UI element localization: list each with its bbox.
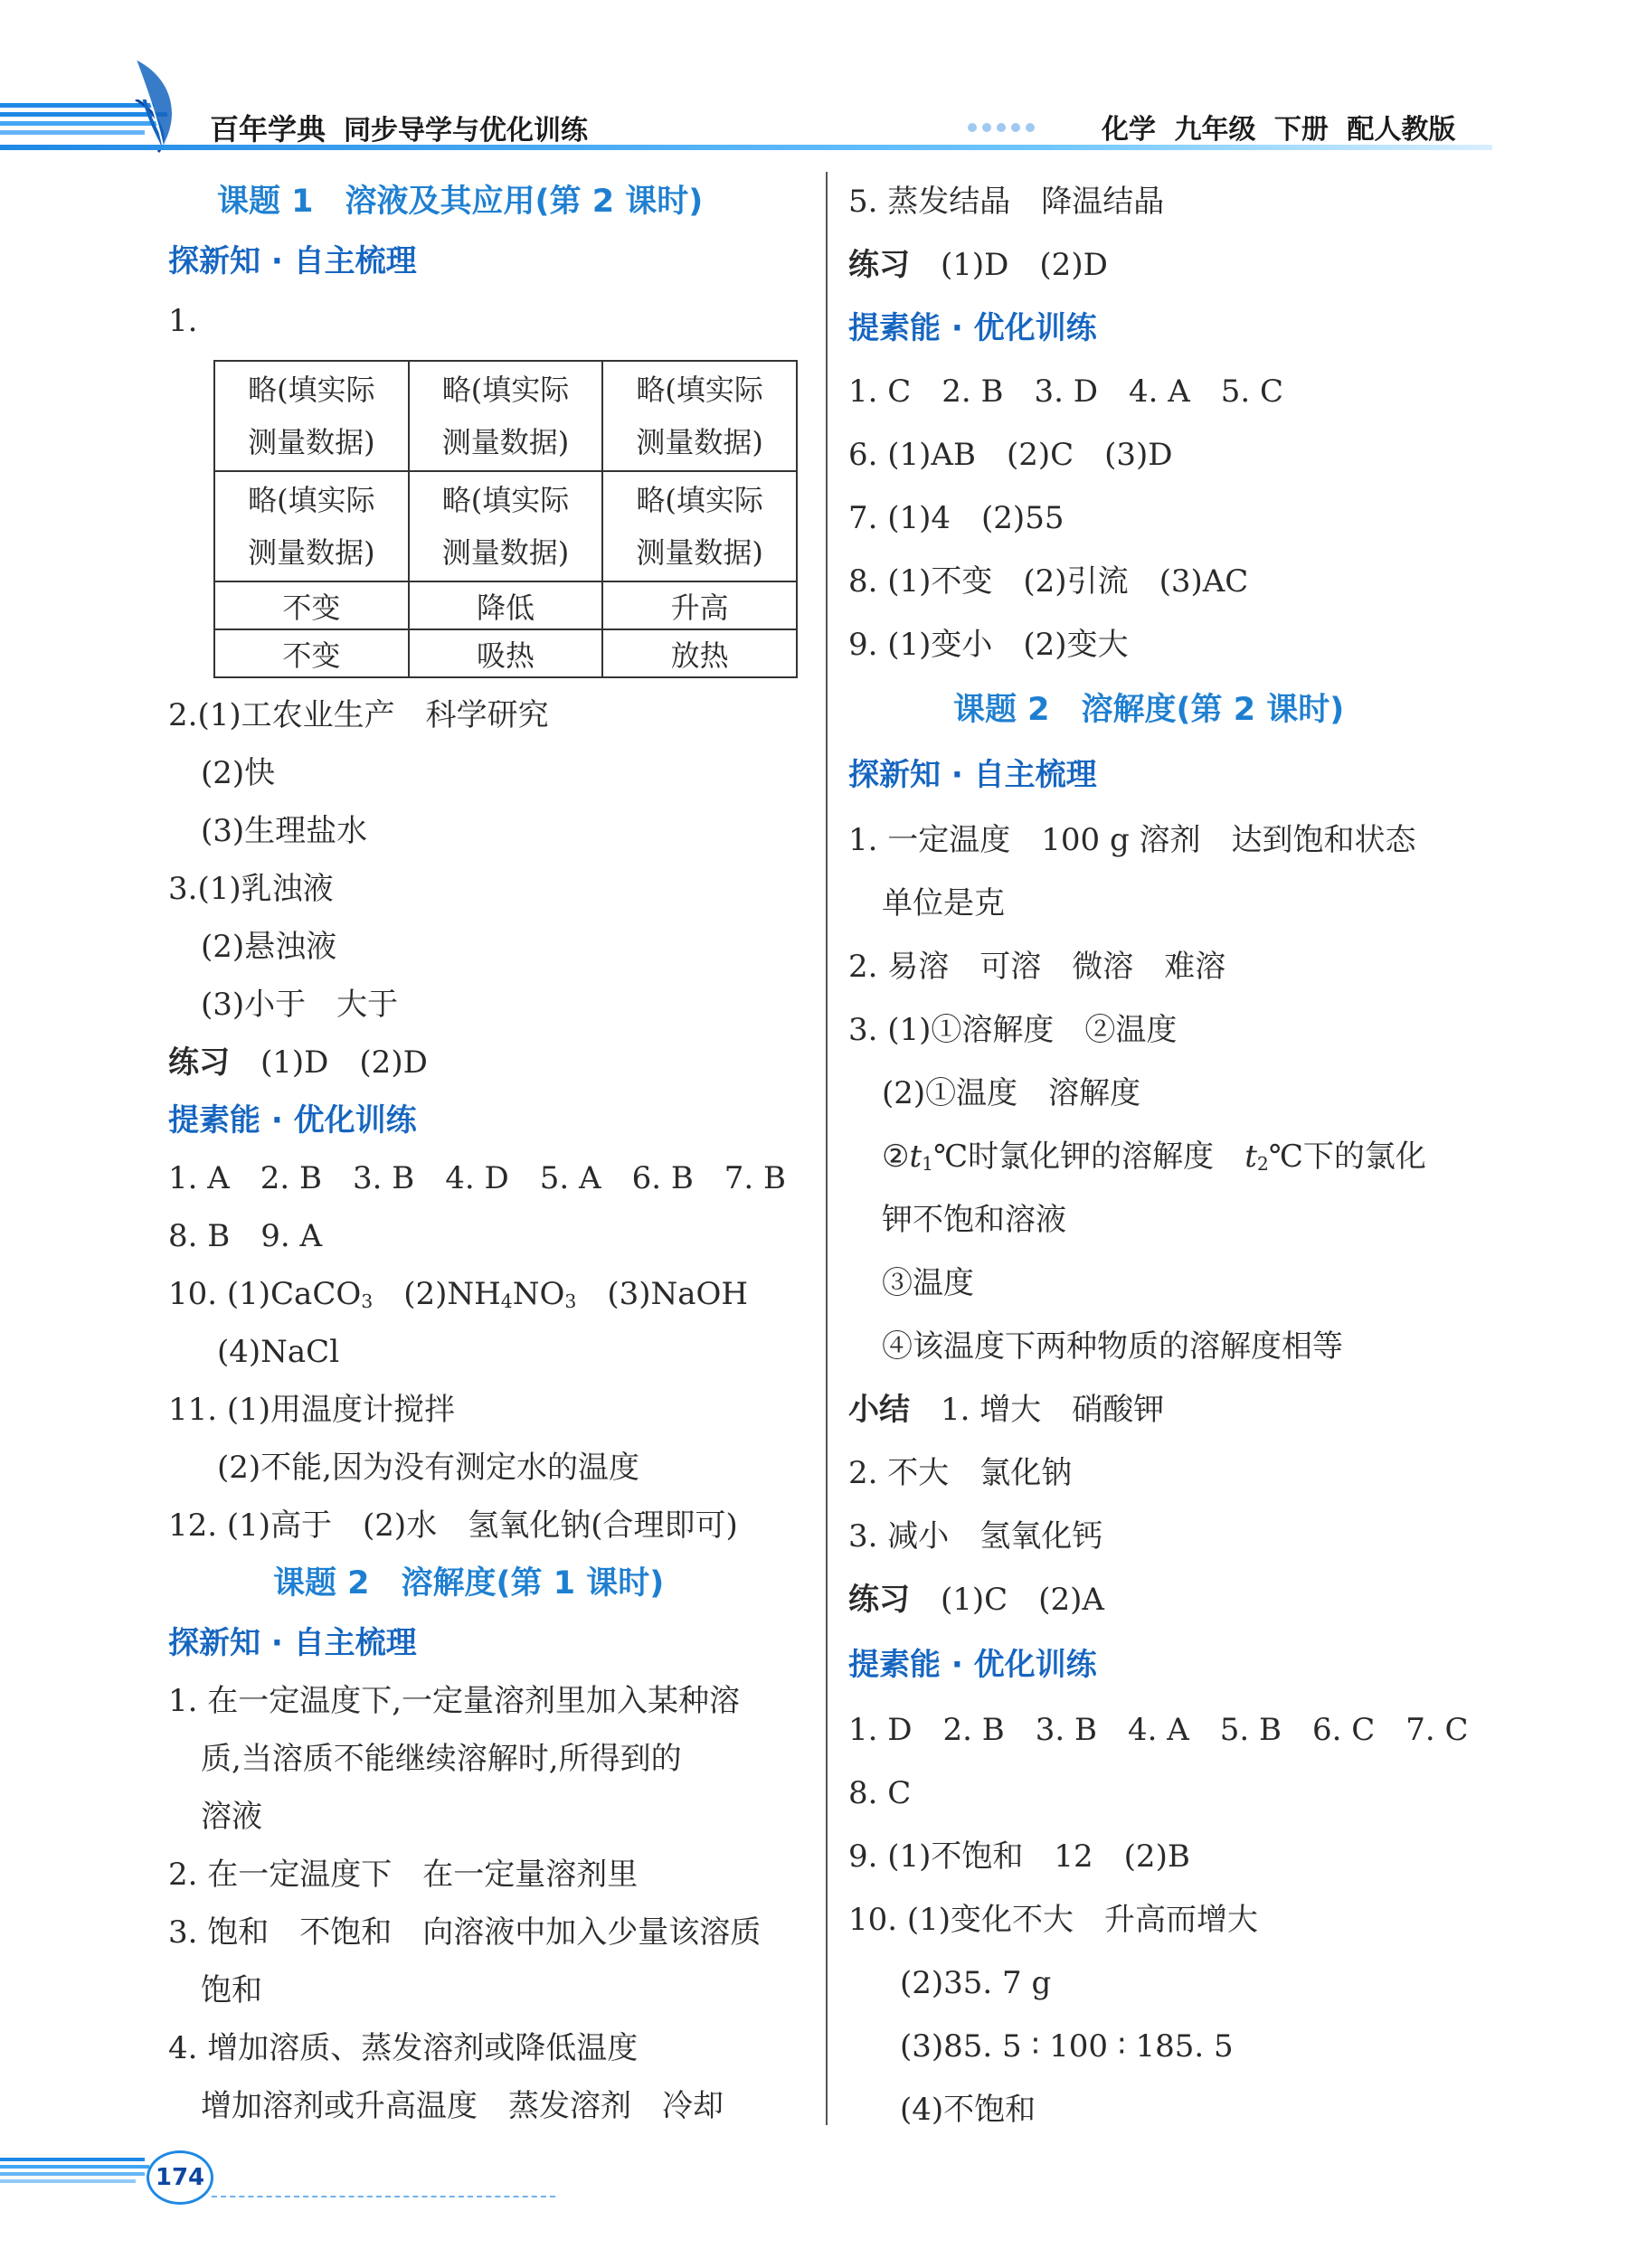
answer-line: 1. D 2. B 3. B 4. A 5. B 6. C 7. C <box>848 1712 1469 1748</box>
answer-line: $②t_1℃$时氯化钾的溶解度 $t_2℃$下的氯化 <box>882 1139 1426 1175</box>
answer-line: (4)不饱和 <box>900 2092 1036 2128</box>
column-divider <box>826 172 828 2125</box>
answer-line: (2)不能,因为没有测定水的温度 <box>217 1450 639 1486</box>
answer-line: 3. (1)①溶解度 ②温度 <box>848 1012 1178 1048</box>
answer-line: (3)生理盐水 <box>201 813 368 849</box>
answer-line: 2. 易溶 可溶 微溶 难溶 <box>848 949 1226 985</box>
answer-line: 9. (1)不饱和 12 (2)B <box>848 1838 1190 1875</box>
answer-line: 1. 在一定温度下,一定量溶剂里加入某种溶 <box>168 1683 741 1719</box>
answer-line: 5. 蒸发结晶 降温结晶 <box>848 184 1165 220</box>
book-subtitle: 同步导学与优化训练 <box>344 115 589 146</box>
table-cell: 略(填实际 测量数据) <box>214 361 409 471</box>
answer-line: 10. (1)CaCO$_3$ $(2)NH_4NO_3$ (3)NaOH <box>168 1276 749 1312</box>
table-row <box>214 581 797 629</box>
answer-line: 11. (1)用温度计搅拌 <box>168 1392 456 1428</box>
answer-line: 1. A 2. B 3. B 4. D 5. A 6. B 7. B <box>168 1160 787 1196</box>
answer-line: 饱和 <box>201 1972 262 2008</box>
header-dots <box>968 123 1035 132</box>
table-cell: 略(填实际 测量数据) <box>602 471 797 581</box>
footer-decoration <box>0 2156 154 2188</box>
answer-line: 4. 增加溶质、蒸发溶剂或降低温度 <box>168 2030 639 2066</box>
answer-line: (3)85. 5 ∶ 100 ∶ 185. 5 <box>900 2028 1234 2065</box>
answer-line: 2. 在一定温度下 在一定量溶剂里 <box>168 1857 639 1893</box>
answer-line: ③温度 <box>882 1265 974 1301</box>
answer-line: 3. 饱和 不饱和 向溶液中加入少量该溶质 <box>168 1914 762 1951</box>
answer-table <box>213 360 798 678</box>
answer-line: (2)35. 7 g <box>900 1965 1052 2001</box>
answer-line: (2)快 <box>201 755 276 791</box>
answer-line: 1. C 2. B 3. D 4. A 5. C <box>848 373 1284 410</box>
answer-line: 8. (1)不变 (2)引流 (3)AC <box>848 563 1249 600</box>
answer-line: 溶液 <box>201 1799 262 1835</box>
footer-rule <box>212 2196 555 2197</box>
practice-line: 练习 (1)D (2)D <box>848 247 1108 283</box>
table-cell: 不变 <box>214 629 409 677</box>
answer-line: (2)①温度 溶解度 <box>882 1075 1141 1111</box>
answer-line: 2. 不大 氯化钠 <box>848 1455 1073 1491</box>
table-cell: 略(填实际 测量数据) <box>214 471 409 581</box>
book-meta: 化学 九年级 下册 配人教版 <box>1102 114 1456 146</box>
answer-line: 3.(1)乳浊液 <box>168 871 334 907</box>
table-cell: 略(填实际 测量数据) <box>409 361 603 471</box>
practice-label: 练习 <box>848 1582 910 1618</box>
section-heading: 提素能 · 优化训练 <box>168 1102 417 1139</box>
answer-line: 单位是克 <box>882 885 1005 921</box>
summary-line: 小结 1. 增大 硝酸钾 <box>848 1392 1165 1428</box>
question-number: 1. <box>168 303 198 339</box>
answer-line: 质,当溶质不能继续溶解时,所得到的 <box>201 1741 682 1777</box>
lesson-title: 课题 2 溶解度(第 1 课时) <box>273 1565 665 1602</box>
book-title: 百年学典 同步导学与优化训练 <box>210 112 589 146</box>
table-cell: 升高 <box>602 581 797 629</box>
table-row <box>214 361 797 471</box>
practice-label: 练习 <box>848 247 910 283</box>
answer-line: 2.(1)工农业生产 科学研究 <box>168 697 549 733</box>
answer-line: 7. (1)4 (2)55 <box>848 500 1065 536</box>
lesson-title: 课题 2 溶解度(第 2 课时) <box>953 692 1345 728</box>
answer-line: ④该温度下两种物质的溶解度相等 <box>882 1328 1343 1365</box>
table-cell: 放热 <box>602 629 797 677</box>
answer-line: 6. (1)AB (2)C (3)D <box>848 437 1173 473</box>
answer-line: 12. (1)高于 (2)水 氢氧化钠(合理即可) <box>168 1507 738 1544</box>
table-row <box>214 629 797 677</box>
table-cell: 略(填实际 测量数据) <box>602 361 797 471</box>
summary-label: 小结 <box>848 1392 910 1428</box>
section-heading: 探新知 · 自主梳理 <box>168 243 417 279</box>
answer-line: (3)小于 大于 <box>201 987 399 1023</box>
answer-line: 1. 一定温度 100 g 溶剂 达到饱和状态 <box>848 822 1416 858</box>
answer-line: 增加溶剂或升高温度 蒸发溶剂 冷却 <box>201 2088 724 2124</box>
answer-line: 10. (1)变化不大 升高而增大 <box>848 1902 1259 1938</box>
answer-line: 钾不饱和溶液 <box>882 1202 1066 1238</box>
section-heading: 提素能 · 优化训练 <box>848 1647 1097 1683</box>
lesson-title: 课题 1 溶液及其应用(第 2 课时) <box>217 184 704 220</box>
table-cell: 略(填实际 测量数据) <box>409 471 603 581</box>
section-heading: 探新知 · 自主梳理 <box>848 757 1097 793</box>
practice-line: 练习 (1)D (2)D <box>168 1044 428 1081</box>
page-number: 174 <box>147 2150 213 2205</box>
answer-line: 9. (1)变小 (2)变大 <box>848 627 1129 663</box>
practice-label: 练习 <box>168 1044 230 1081</box>
section-heading: 提素能 · 优化训练 <box>848 310 1097 346</box>
table-cell: 吸热 <box>409 629 603 677</box>
table-row <box>214 471 797 581</box>
answer-line: 8. B 9. A <box>168 1218 323 1254</box>
answer-line: (2)悬浊液 <box>201 929 337 965</box>
practice-line: 练习 (1)C (2)A <box>848 1582 1104 1618</box>
answer-line: 3. 减小 氢氧化钙 <box>848 1518 1103 1555</box>
table-cell: 降低 <box>409 581 603 629</box>
quill-icon <box>118 60 190 150</box>
table-cell: 不变 <box>214 581 409 629</box>
section-heading: 探新知 · 自主梳理 <box>168 1625 417 1661</box>
answer-line: 8. C <box>848 1775 912 1811</box>
answer-line: (4)NaCl <box>217 1334 340 1370</box>
